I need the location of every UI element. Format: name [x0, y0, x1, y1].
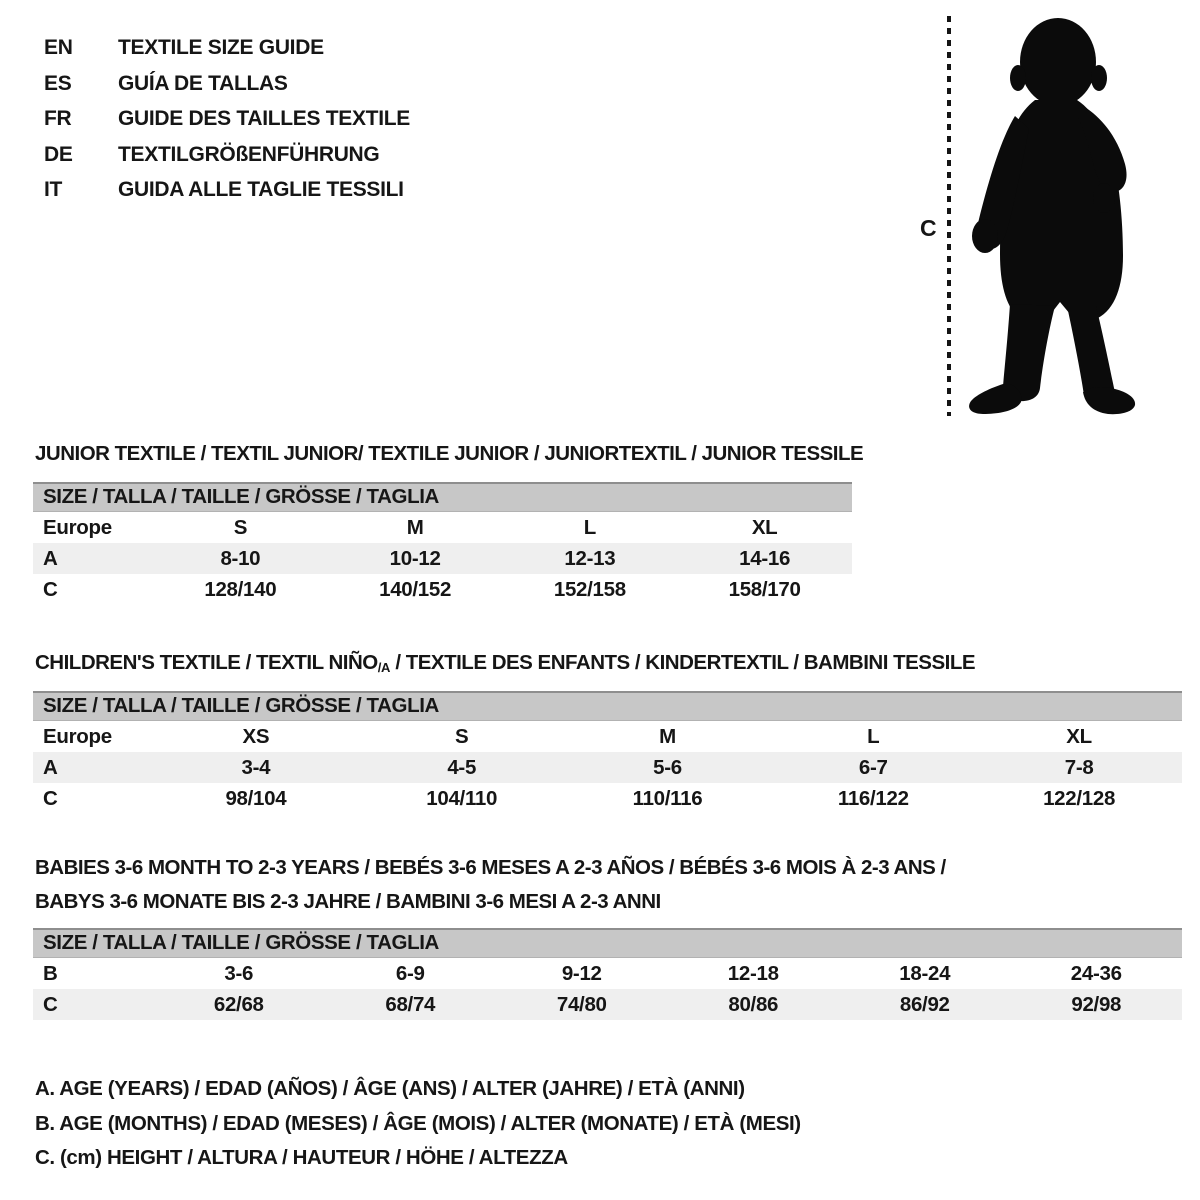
size-header-bar: SIZE / TALLA / TAILLE / GRÖSSE / TAGLIA	[33, 691, 1182, 721]
row-label: A	[43, 546, 58, 570]
size-cell: 104/110	[426, 786, 498, 810]
section-title-junior: JUNIOR TEXTILE / TEXTIL JUNIOR/ TEXTILE JUNIOR / JUNIORTEXTIL / JUNIOR TESSILE	[35, 442, 864, 465]
section-title-text: / TEXTILE DES ENFANTS / KINDERTEXTIL / BAMBINI TESSILE	[390, 651, 976, 674]
size-cell: 10-12	[389, 546, 441, 570]
size-cell: 92/98	[1071, 992, 1122, 1016]
children-size-table	[33, 691, 1182, 814]
row-label: Europe	[43, 724, 112, 748]
language-code: ES	[44, 71, 72, 95]
table-row	[33, 958, 1182, 989]
section-title-subscript: /A	[377, 660, 391, 675]
size-cell: M	[406, 515, 424, 539]
junior-size-table	[33, 482, 852, 605]
language-title: GUIDA ALLE TAGLIE TESSILI	[118, 178, 404, 201]
row-label: B	[43, 961, 58, 985]
size-cell: 68/74	[385, 992, 436, 1016]
size-cell: 152/158	[553, 577, 626, 601]
language-row	[44, 66, 410, 102]
note-age-years: A. AGE (YEARS) / EDAD (AÑOS) / ÂGE (ANS) / ALTER (JAHRE) / ETÀ (ANNI)	[35, 1077, 745, 1100]
size-table	[33, 512, 852, 605]
language-title: TEXTILE SIZE GUIDE	[118, 36, 324, 59]
size-cell: 140/152	[379, 577, 452, 601]
row-label: C	[43, 577, 58, 601]
size-cell: 4-5	[447, 755, 477, 779]
language-row	[44, 101, 410, 137]
size-cell: 6-7	[858, 755, 888, 779]
size-cell: S	[455, 724, 469, 748]
row-label: Europe	[43, 515, 112, 539]
language-title: TEXTILGRÖßENFÜHRUNG	[118, 142, 380, 166]
toddler-silhouette-icon	[963, 14, 1138, 424]
size-cell: 116/122	[837, 786, 909, 810]
note-height-cm: C. (cm) HEIGHT / ALTURA / HAUTEUR / HÖHE / ALTEZZA	[35, 1146, 568, 1169]
table-row	[33, 989, 1182, 1020]
language-code: EN	[44, 36, 73, 59]
language-title: GUÍA DE TALLAS	[118, 71, 288, 95]
size-cell: 98/104	[225, 786, 287, 810]
height-measure-label: C	[920, 215, 937, 241]
size-cell: S	[233, 515, 248, 539]
language-title: GUIDE DES TAILLES TEXTILE	[118, 107, 410, 130]
row-label: C	[43, 786, 58, 810]
section-title-text: CHILDREN'S TEXTILE / TEXTIL NIÑO	[35, 651, 378, 674]
table-row	[33, 574, 852, 605]
size-cell: 18-24	[899, 961, 951, 985]
size-table	[33, 721, 1182, 814]
language-title-list	[44, 30, 410, 208]
size-cell: 12-18	[727, 961, 779, 985]
size-cell: L	[583, 515, 596, 539]
size-cell: 74/80	[556, 992, 607, 1016]
language-code: DE	[44, 142, 73, 166]
table-row	[33, 543, 852, 574]
table-row	[33, 752, 1182, 783]
section-title-babies	[35, 851, 946, 919]
size-cell: 6-9	[395, 961, 425, 985]
size-cell: 86/92	[899, 992, 950, 1016]
table-row	[33, 512, 852, 543]
section-title-line1: BABIES 3-6 MONTH TO 2-3 YEARS / BEBÉS 3-6 MESES A 2-3 AÑOS / BÉBÉS 3-6 MOIS À 2-3 ANS /	[35, 856, 946, 879]
size-cell: XL	[1066, 724, 1092, 748]
section-title-line2: BABYS 3-6 MONATE BIS 2-3 JAHRE / BAMBINI 3-6 MESI A 2-3 ANNI	[35, 890, 661, 913]
language-code: FR	[44, 107, 72, 130]
size-cell: 12-13	[564, 546, 616, 570]
size-cell: 128/140	[204, 577, 277, 601]
size-header-bar: SIZE / TALLA / TAILLE / GRÖSSE / TAGLIA	[33, 928, 1182, 958]
size-header-bar: SIZE / TALLA / TAILLE / GRÖSSE / TAGLIA	[33, 482, 852, 512]
size-cell: L	[867, 724, 880, 748]
size-cell: 9-12	[561, 961, 602, 985]
language-row	[44, 137, 410, 173]
size-cell: 110/116	[632, 786, 703, 810]
size-cell: 80/86	[728, 992, 779, 1016]
size-cell: 122/128	[1043, 786, 1116, 810]
size-cell: XL	[751, 515, 778, 539]
language-row	[44, 30, 410, 66]
table-row	[33, 783, 1182, 814]
size-cell: M	[659, 724, 676, 748]
size-cell: 8-10	[220, 546, 261, 570]
row-label: C	[43, 992, 58, 1016]
legend-notes	[35, 1072, 801, 1176]
table-row	[33, 721, 1182, 752]
size-cell: 14-16	[739, 546, 791, 570]
section-title-children	[35, 646, 975, 682]
size-cell: 3-6	[224, 961, 254, 985]
size-cell: 5-6	[653, 755, 682, 779]
size-cell: 24-36	[1070, 961, 1122, 985]
size-cell: 62/68	[213, 992, 264, 1016]
language-row	[44, 172, 410, 208]
row-label: A	[43, 755, 58, 779]
size-cell: 158/170	[728, 577, 801, 601]
babies-size-table	[33, 928, 1182, 1020]
size-cell: XS	[242, 724, 270, 748]
language-code: IT	[44, 178, 63, 201]
height-dashed-line	[947, 16, 951, 416]
note-age-months: B. AGE (MONTHS) / EDAD (MESES) / ÂGE (MOIS) / ALTER (MONATE) / ETÀ (MESI)	[35, 1111, 801, 1135]
size-cell: 3-4	[241, 755, 271, 779]
size-cell: 7-8	[1064, 755, 1094, 779]
size-table	[33, 958, 1182, 1020]
